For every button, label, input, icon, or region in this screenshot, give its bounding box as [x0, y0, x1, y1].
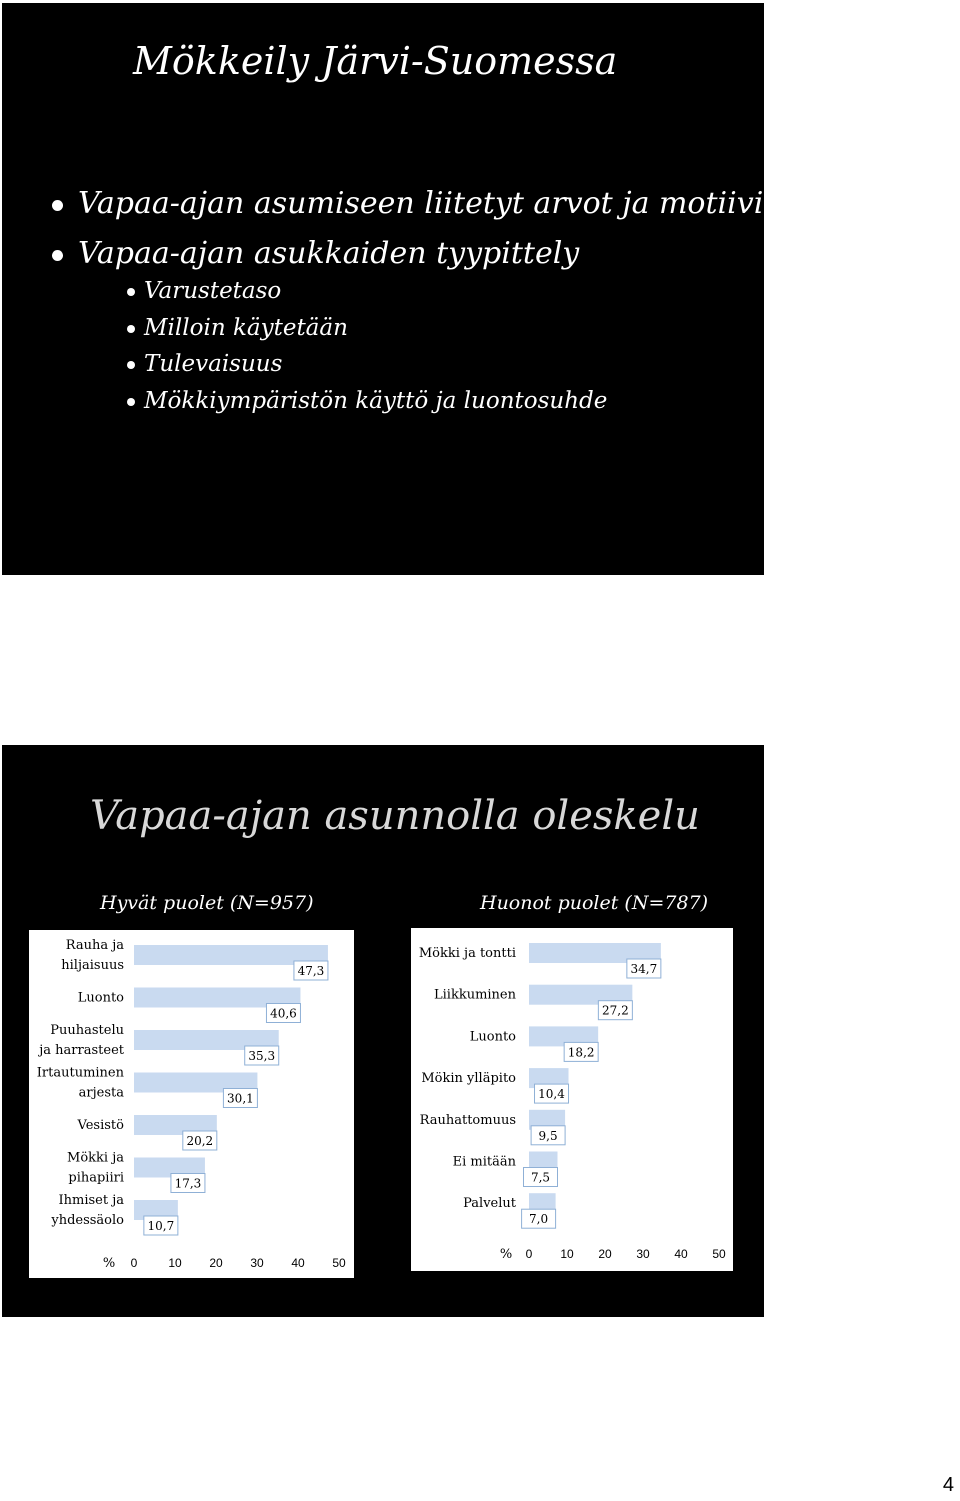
chart-title-good: Hyvät puolet (N=957): [100, 892, 314, 914]
category-label: Luonto: [77, 990, 124, 1006]
category-label: Irtautuminen: [36, 1065, 124, 1081]
data-label: 30,1: [227, 1091, 254, 1106]
chart-bad-aspects: [411, 928, 733, 1271]
category-label: ja harrasteet: [39, 1043, 124, 1058]
x-tick-label: 30: [636, 1247, 650, 1261]
data-label: 20,2: [186, 1134, 214, 1148]
data-label: 34,7: [630, 962, 658, 976]
data-label: 47,3: [297, 964, 325, 978]
x-tick-label: 50: [332, 1256, 346, 1270]
bullet-list: [52, 179, 775, 279]
x-tick-label: 50: [712, 1247, 726, 1261]
category-label: Vesistö: [77, 1118, 124, 1133]
data-label: 10,7: [147, 1219, 175, 1233]
category-label: arjesta: [78, 1085, 124, 1101]
category-label: Mökki ja: [67, 1150, 124, 1166]
slide-title: Vapaa-ajan asunnolla oleskelu: [90, 793, 700, 839]
data-label: 7,0: [529, 1212, 549, 1227]
bullet-item: Vapaa-ajan asukkaiden tyypittely: [52, 229, 775, 279]
data-label: 40,6: [270, 1006, 297, 1021]
data-label: 35,3: [248, 1049, 276, 1063]
category-label: Ei mitään: [452, 1154, 516, 1170]
category-label: yhdessäolo: [51, 1213, 124, 1228]
slide-title: Mökkeily Järvi-Suomessa: [133, 39, 618, 83]
x-tick-label: 10: [168, 1256, 182, 1270]
category-label: Mökin ylläpito: [421, 1071, 516, 1087]
x-axis-label: %: [499, 1247, 513, 1262]
category-label: Rauhattomuus: [419, 1112, 516, 1128]
sub-bullet-item: Milloin käytetään: [127, 310, 607, 347]
sub-bullet-item: Varustetaso: [127, 273, 607, 310]
x-axis-label: %: [102, 1256, 116, 1271]
x-tick-label: 40: [674, 1247, 688, 1261]
sub-bullet-item: Mökkiympäristön käyttö ja luontosuhde: [127, 383, 607, 420]
data-label: 7,5: [530, 1170, 551, 1185]
x-tick-label: 30: [250, 1256, 264, 1270]
sub-bullet-item: Tulevaisuus: [127, 346, 607, 383]
slide-2: [2, 745, 764, 1317]
category-label: pihapiiri: [68, 1170, 124, 1186]
chart-good-svg: [29, 930, 354, 1278]
page-number: 4: [942, 1474, 954, 1496]
slide-1: [2, 3, 776, 575]
category-label: Puuhastelu: [50, 1023, 124, 1038]
bullet-item: Vapaa-ajan asumiseen liitetyt arvot ja motiivit: [52, 179, 775, 229]
data-label: 18,2: [567, 1045, 595, 1060]
x-tick-label: 0: [525, 1247, 533, 1261]
category-label: hiljaisuus: [61, 958, 124, 973]
category-label: Mökki ja tontti: [418, 946, 516, 961]
x-tick-label: 20: [598, 1247, 612, 1261]
data-label: 10,4: [538, 1087, 565, 1102]
category-label: Rauha ja: [65, 938, 124, 953]
category-label: Ihmiset ja: [58, 1193, 124, 1208]
chart-bad-svg: [411, 928, 733, 1271]
x-tick-label: 40: [291, 1256, 305, 1270]
category-label: Liikkuminen: [434, 987, 516, 1003]
category-label: Palvelut: [463, 1196, 516, 1212]
x-tick-label: 0: [130, 1256, 138, 1270]
sub-bullet-list: [127, 273, 607, 419]
data-label: 27,2: [602, 1003, 629, 1018]
category-label: Luonto: [469, 1029, 516, 1045]
x-tick-label: 10: [560, 1247, 574, 1261]
data-label: 9,5: [538, 1128, 558, 1143]
x-tick-label: 20: [209, 1256, 223, 1270]
chart-good-aspects: [29, 930, 354, 1278]
data-label: 17,3: [174, 1176, 202, 1191]
chart-title-bad: Huonot puolet (N=787): [480, 892, 709, 914]
